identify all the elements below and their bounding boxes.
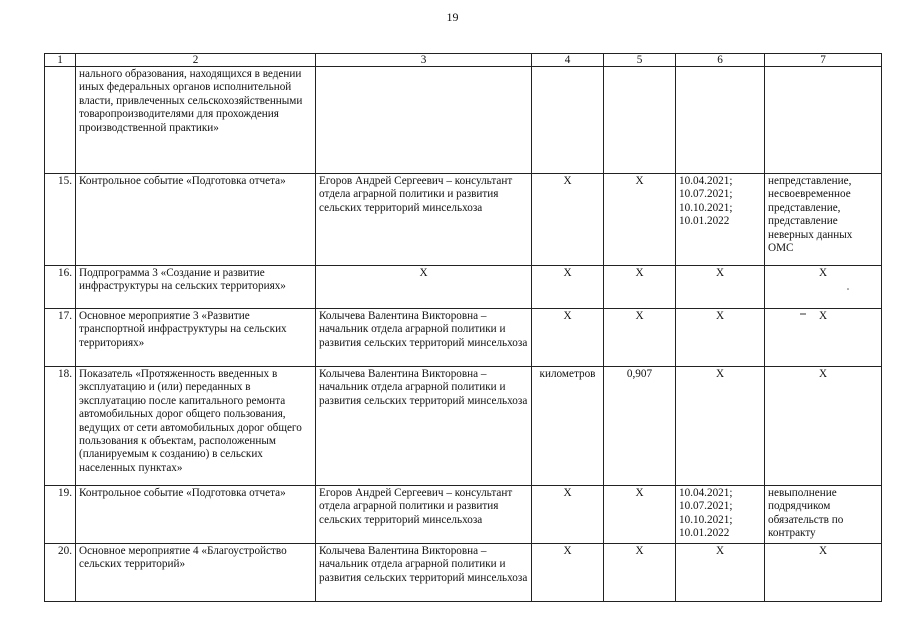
row-value: X (604, 266, 676, 309)
row-unit (532, 67, 604, 174)
row-risk: X (765, 309, 882, 367)
row-dates: 10.04.2021; 10.07.2021; 10.10.2021; 10.01.2022 (676, 486, 765, 544)
row-risk: невыполнение подрядчиком обязательств по контракту (765, 486, 882, 544)
row-risk: X (765, 544, 882, 602)
row-name: Показатель «Протяженность введенных в эксплуатацию и (или) переданных в эксплуатацию после капитального ремонта автомобильных дорог общего пользования, ведущих от сети автомобильных дорог общего пользования к объектам, расположенным (планируемым к созданию) в сельских населенных пунктах» (76, 367, 316, 486)
row-number: 18. (45, 367, 76, 486)
row-responsible: Колычева Валентина Викторовна – начальник отдела аграрной политики и развития сельских территорий минсельхоза (316, 544, 532, 602)
row-unit: X (532, 544, 604, 602)
row-value: X (604, 309, 676, 367)
row-responsible: Колычева Валентина Викторовна – начальник отдела аграрной политики и развития сельских территорий минсельхоза (316, 309, 532, 367)
row-number: 19. (45, 486, 76, 544)
row-responsible (316, 67, 532, 174)
row-number (45, 67, 76, 174)
row-number: 16. (45, 266, 76, 309)
plan-table (44, 53, 882, 602)
row-risk: непредставление, несвоевременное представление, представление неверных данных ОМС (765, 174, 882, 266)
row-value: X (604, 486, 676, 544)
page-number: 19 (446, 10, 459, 24)
col-1-header: 1 (45, 54, 76, 67)
row-number: 17. (45, 309, 76, 367)
row-responsible: X (316, 266, 532, 309)
col-7-header: 7 (765, 54, 882, 67)
table-row (45, 367, 882, 486)
row-risk: X (765, 266, 882, 309)
row-name: Основное мероприятие 3 «Развитие транспортной инфраструктуры на сельских территориях» (76, 309, 316, 367)
row-dates: X (676, 367, 765, 486)
row-responsible: Егоров Андрей Сергеевич – консультант отдела аграрной политики и развития сельских территорий минсельхоза (316, 486, 532, 544)
table-row (45, 266, 882, 309)
row-name: Контрольное событие «Подготовка отчета» (76, 486, 316, 544)
row-value: X (604, 544, 676, 602)
col-5-header: 5 (604, 54, 676, 67)
row-dates: X (676, 309, 765, 367)
row-name: нального образования, находящихся в ведении иных федеральных органов исполнительной власти, привлеченных сельскохозяйственными товаропроизводителями для прохождения производственной практики» (76, 67, 316, 174)
col-3-header: 3 (316, 54, 532, 67)
row-value: X (604, 174, 676, 266)
col-4-header: 4 (532, 54, 604, 67)
row-risk: X (765, 367, 882, 486)
row-dates (676, 67, 765, 174)
table-row (45, 67, 882, 174)
header-row (45, 54, 882, 67)
col-2-header: 2 (76, 54, 316, 67)
row-unit: X (532, 486, 604, 544)
row-value (604, 67, 676, 174)
row-responsible: Егоров Андрей Сергеевич – консультант отдела аграрной политики и развития сельских территорий минсельхоза (316, 174, 532, 266)
row-dates: X (676, 544, 765, 602)
row-name: Контрольное событие «Подготовка отчета» (76, 174, 316, 266)
row-unit: X (532, 309, 604, 367)
row-dates: X (676, 266, 765, 309)
row-unit: километров (532, 367, 604, 486)
table-row (45, 309, 882, 367)
row-number: 15. (45, 174, 76, 266)
table-row (45, 486, 882, 544)
col-6-header: 6 (676, 54, 765, 67)
row-risk (765, 67, 882, 174)
row-responsible: Колычева Валентина Викторовна – начальник отдела аграрной политики и развития сельских территорий минсельхоза (316, 367, 532, 486)
row-name: Подпрограмма 3 «Создание и развитие инфраструктуры на сельских территориях» (76, 266, 316, 309)
row-value: 0,907 (604, 367, 676, 486)
row-number: 20. (45, 544, 76, 602)
row-unit: X (532, 266, 604, 309)
row-name: Основное мероприятие 4 «Благоустройство сельских территорий» (76, 544, 316, 602)
row-unit: X (532, 174, 604, 266)
row-dates: 10.04.2021; 10.07.2021; 10.10.2021; 10.01.2022 (676, 174, 765, 266)
table-row (45, 174, 882, 266)
table-row (45, 544, 882, 602)
